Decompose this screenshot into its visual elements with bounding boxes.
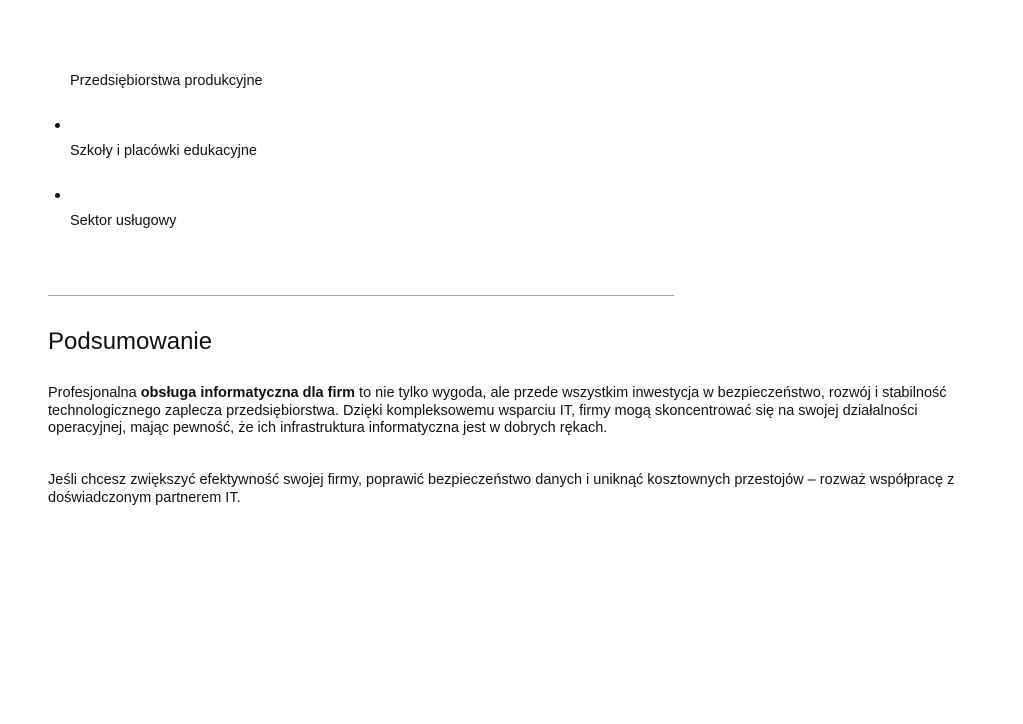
list-item-label: Przedsiębiorstwa produkcyjne bbox=[70, 73, 263, 89]
summary-paragraph-2: Jeśli chcesz zwiększyć efektywność swojej firmy, poprawić bezpieczeństwo danych i uniknąć kosztownych przestojów – rozważ współpracę z doświadczonym partnerem IT. bbox=[48, 472, 955, 506]
list-item bbox=[48, 140, 748, 210]
paragraph-text: to nie tylko wygoda, ale przede wszystkim inwestycja w bezpieczeństwo, rozwój i stabilność technologicznego zaplecza przedsiębiorstwa. Dzięki kompleksowemu wsparciu IT, firmy mogą skoncentrować się na swojej działalności operacyjnej, mając pewność, że ich infrastruktura informatyczna jest w dobrych rękach. bbox=[48, 385, 947, 436]
list-item bbox=[48, 70, 748, 140]
list-item bbox=[48, 210, 748, 280]
list-item-label: Szkoły i placówki edukacyjne bbox=[70, 143, 257, 159]
paragraph-bold-text: obsługa informatyczna dla firm bbox=[140, 385, 356, 401]
paragraph-text: Profesjonalna bbox=[48, 385, 141, 401]
bullet-icon bbox=[55, 123, 60, 128]
summary-paragraph-1 bbox=[48, 385, 976, 438]
section-divider bbox=[48, 295, 674, 296]
sector-list bbox=[48, 70, 748, 280]
bullet-icon bbox=[55, 193, 60, 198]
summary-heading: Podsumowanie bbox=[48, 328, 213, 355]
list-item-label: Sektor usługowy bbox=[70, 213, 177, 229]
